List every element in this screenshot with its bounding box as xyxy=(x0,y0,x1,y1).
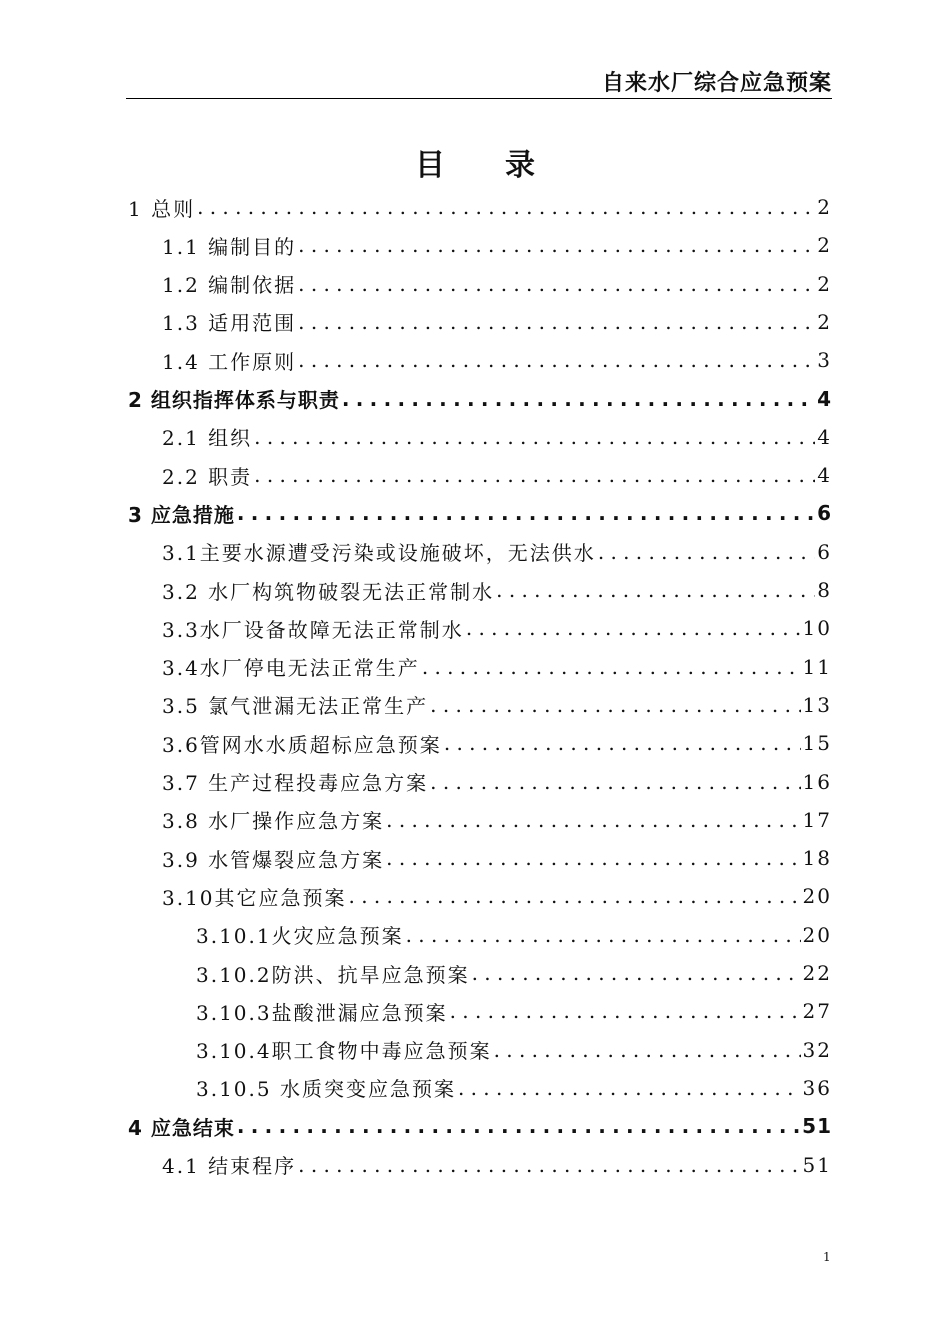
toc-entry-label: 1 总则 xyxy=(128,196,196,221)
toc-entry[interactable] xyxy=(162,571,832,609)
toc-dot-leader xyxy=(406,923,801,947)
toc-entry[interactable] xyxy=(162,877,832,915)
toc-entry[interactable] xyxy=(162,533,832,571)
toc-dot-leader xyxy=(496,578,815,602)
toc-entry[interactable] xyxy=(162,1146,832,1184)
toc-entry-label: 4.1 结束程序 xyxy=(162,1154,297,1178)
toc-entry-page: 11 xyxy=(802,654,832,679)
toc-dot-leader xyxy=(298,272,815,296)
toc-entry-page: 16 xyxy=(802,769,832,794)
toc-entry-label: 1.4 工作原则 xyxy=(162,349,297,374)
toc-entry[interactable] xyxy=(162,609,832,647)
toc-entry-page: 22 xyxy=(802,961,832,985)
toc-entry[interactable] xyxy=(196,1069,832,1107)
toc-entry-page: 27 xyxy=(802,999,832,1024)
toc-entry-page: 32 xyxy=(802,1037,832,1062)
toc-entry-label: 3.6管网水水质超标应急预案 xyxy=(162,732,442,757)
toc-entry-page: 4 xyxy=(817,463,832,488)
toc-entry[interactable] xyxy=(162,226,832,264)
toc-entry-label: 3 应急措施 xyxy=(128,502,235,527)
toc-entry[interactable] xyxy=(162,686,832,724)
toc-dot-leader xyxy=(386,846,800,870)
toc-dot-leader xyxy=(494,1038,801,1062)
toc-entry-label: 3.8 水厂操作应急方案 xyxy=(162,809,385,834)
header-title: 自来水厂综合应急预案 xyxy=(601,71,832,96)
toc-entry-page: 10 xyxy=(802,616,832,641)
toc-entry-page: 4 xyxy=(817,386,832,411)
toc-entry-page: 8 xyxy=(817,578,832,602)
toc-entry[interactable] xyxy=(162,418,832,456)
toc-entry[interactable] xyxy=(196,954,832,992)
toc-entry-page: 13 xyxy=(802,692,832,717)
toc-dot-leader xyxy=(466,616,801,640)
toc-dot-leader xyxy=(298,310,815,334)
toc-dot-leader xyxy=(237,1114,800,1138)
toc-entry[interactable] xyxy=(162,839,832,877)
toc-entry-page: 6 xyxy=(817,539,832,564)
toc-entry[interactable] xyxy=(196,992,832,1030)
toc-entry-page: 6 xyxy=(817,501,832,526)
page-header xyxy=(126,64,832,99)
toc-dot-leader xyxy=(430,770,800,794)
toc-entry-label: 3.9 水管爆裂应急方案 xyxy=(162,847,385,872)
toc-entry-page: 2 xyxy=(817,309,832,334)
toc-entry-page: 36 xyxy=(802,1075,832,1100)
toc-entry-label: 1.2 编制依据 xyxy=(162,273,297,298)
toc-entry[interactable] xyxy=(196,916,832,954)
toc-dot-leader xyxy=(472,961,801,985)
toc-entry[interactable] xyxy=(162,303,832,341)
toc-entry-label: 3.10其它应急预案 xyxy=(162,885,347,910)
toc-dot-leader xyxy=(444,731,801,755)
toc-entry-label: 3.10.4职工食物中毒应急预案 xyxy=(196,1039,492,1064)
toc-entry-label: 3.1主要水源遭受污染或设施破坏，无法供水 xyxy=(162,541,596,566)
toc-entry-page: 2 xyxy=(817,271,832,296)
toc-dot-leader xyxy=(458,1076,801,1100)
toc-dot-leader xyxy=(197,195,815,219)
toc-entry-label: 3.4水厂停电无法正常生产 xyxy=(162,656,420,681)
toc-entry-label: 1.1 编制目的 xyxy=(162,234,297,259)
toc-dot-leader xyxy=(598,540,815,564)
toc-entry-label: 4 应急结束 xyxy=(128,1115,235,1140)
toc-entry-label: 3.5 氯气泄漏无法正常生产 xyxy=(162,694,429,719)
toc-entry-label: 3.10.3盐酸泄漏应急预案 xyxy=(196,1000,448,1025)
toc-entry[interactable] xyxy=(162,724,832,762)
toc-entry-page: 20 xyxy=(802,884,832,909)
toc-title: 目录 xyxy=(415,148,595,183)
toc-dot-leader xyxy=(386,808,800,832)
toc-entry-page: 15 xyxy=(802,731,832,756)
toc-entry-label: 3.3水厂设备故障无法正常制水 xyxy=(162,617,464,642)
toc-dot-leader xyxy=(298,348,815,372)
toc-entry-page: 20 xyxy=(802,922,832,947)
toc-dot-leader xyxy=(422,655,801,679)
toc-entry-label: 3.10.2防洪、抗旱应急预案 xyxy=(196,962,470,987)
toc-entry[interactable] xyxy=(128,1107,832,1145)
toc-entry-label: 3.7 生产过程投毒应急方案 xyxy=(162,771,429,795)
toc-entry-label: 3.2 水厂构筑物破裂无法正常制水 xyxy=(162,579,495,604)
toc-entry-page: 18 xyxy=(802,846,832,871)
toc-entry-label: 3.10.5 水质突变应急预案 xyxy=(196,1077,456,1102)
toc-entry-label: 2.1 组织 xyxy=(162,426,253,451)
toc-entry[interactable] xyxy=(128,380,832,418)
toc-entry-label: 2.2 职责 xyxy=(162,464,253,489)
toc-entry[interactable] xyxy=(162,456,832,494)
toc-dot-leader xyxy=(237,501,815,525)
toc-dot-leader xyxy=(254,463,815,487)
toc-entry[interactable] xyxy=(128,494,832,532)
toc-entry-page: 2 xyxy=(817,233,832,258)
toc-dot-leader xyxy=(430,693,800,717)
toc-entry[interactable] xyxy=(162,648,832,686)
toc-dot-leader xyxy=(254,425,815,449)
toc-dot-leader xyxy=(349,884,801,908)
toc-entry-label: 2 组织指挥体系与职责 xyxy=(128,388,340,412)
toc-entry-page: 51 xyxy=(802,1152,832,1177)
toc-entry-page: 17 xyxy=(802,807,832,832)
toc-entry-label: 1.3 适用范围 xyxy=(162,311,297,336)
toc-dot-leader xyxy=(298,1153,800,1177)
toc-entry-page: 3 xyxy=(817,348,832,373)
toc-dot-leader xyxy=(298,233,815,257)
toc-entry[interactable] xyxy=(162,265,832,303)
toc-entry-label: 3.10.1火灾应急预案 xyxy=(196,924,404,949)
toc-entry[interactable] xyxy=(196,1031,832,1069)
toc-entry[interactable] xyxy=(162,763,832,801)
toc-entry-page: 51 xyxy=(802,1114,832,1139)
toc-entry[interactable] xyxy=(162,801,832,839)
toc-entry-page: 4 xyxy=(817,424,832,449)
toc-entry-page: 2 xyxy=(817,195,832,219)
toc-entry[interactable] xyxy=(128,188,832,226)
toc-dot-leader xyxy=(342,387,815,411)
toc-entry[interactable] xyxy=(162,341,832,379)
toc-dot-leader xyxy=(450,999,801,1023)
page-number: 1 xyxy=(823,1250,831,1264)
